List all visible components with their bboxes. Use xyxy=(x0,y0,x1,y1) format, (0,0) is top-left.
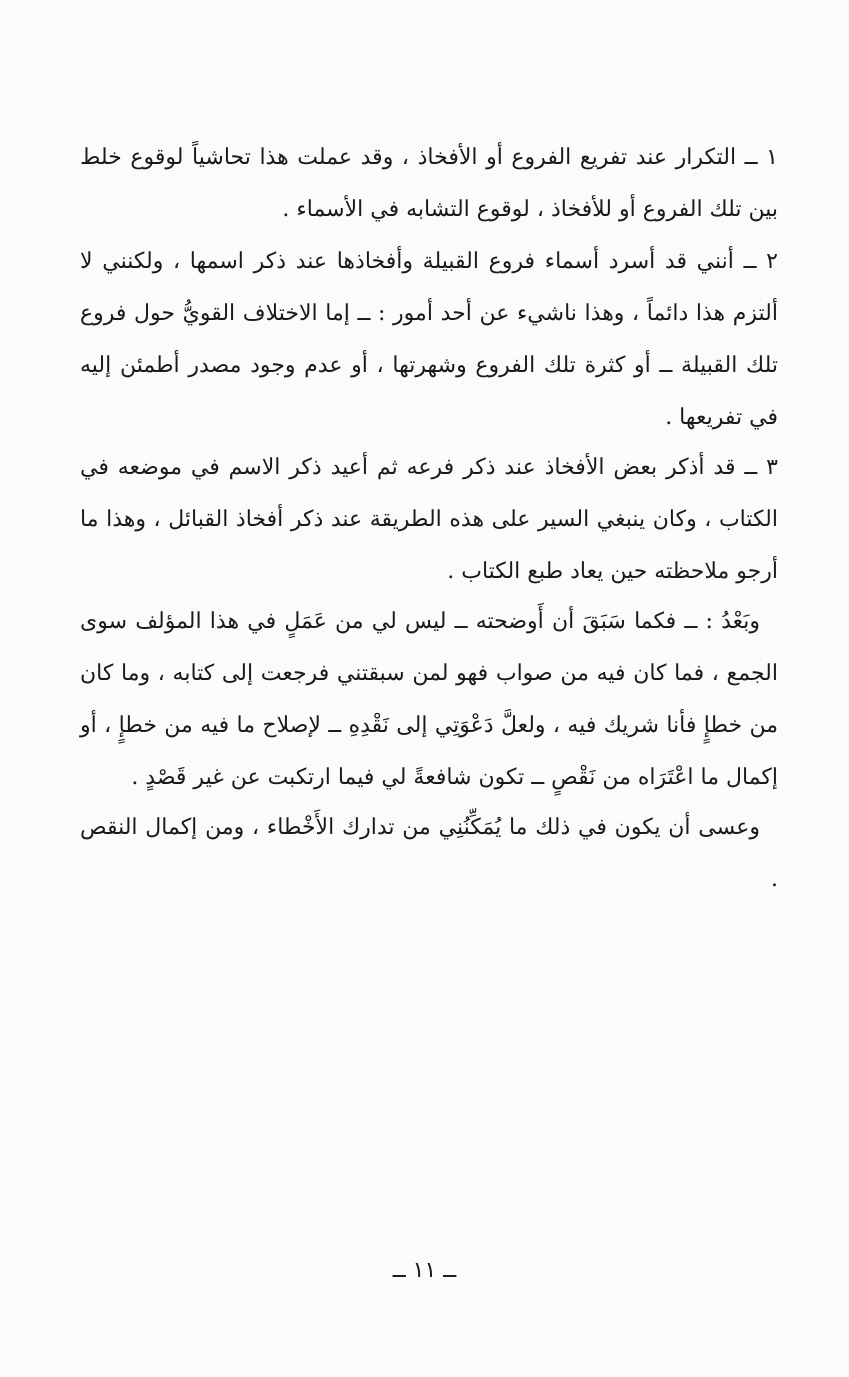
paragraph-afterword: وبَعْدُ : ــ فكما سَبَقَ أن أَوضحته ــ ليس لي من عَمَلٍ في هذا المؤلف سوى الجمع ، فما كان فيه من صواب فهو لمن سبقتني فرجعت إلى كتابه ، وما كان من خطإٍ فأنا شريك فيه ، ولعلَّ دَعْوَتِي إلى نَقْدِهِ ــ لإصلاح ما فيه من خطإٍ ، أو إكمال ما اعْتَرَاه من نَقْصٍ ــ تكون شافعةً لي فيما ارتكبت عن غير قَصْدٍ . xyxy=(80,609,778,790)
paragraph-point-3: ٣ ــ قد أذكر بعض الأفخاذ عند ذكر فرعه ثم أعيد ذكر الاسم في موضعه في الكتاب ، وكان ينبغي السير على هذه الطريقة عند ذكر أفخاذ القبائل ، وهذا ما أرجو ملاحظته حين يعاد طبع الكتاب . xyxy=(80,455,778,584)
paragraph-point-2: ٢ ــ أنني قد أسرد أسماء فروع القبيلة وأفخاذها عند ذكر اسمها ، ولكنني لا ألتزم هذا دائماً ، وهذا ناشيء عن أحد أمور : ــ إما الاختلاف القويُّ حول فروع تلك القبيلة ــ أو كثرة تلك الفروع وشهرتها ، أو عدم وجود مصدر أطمئن إليه في تفريعها . xyxy=(80,249,778,430)
paragraph-point-1: ١ ــ التكرار عند تفريع الفروع أو الأفخاذ ، وقد عملت هذا تحاشياً لوقوع خلط بين تلك الفروع أو للأفخاذ ، لوقوع التشابه في الأسماء . xyxy=(80,145,778,222)
page-number: ــ ١١ ــ xyxy=(392,1258,457,1283)
paragraph-closing: وعسى أن يكون في ذلك ما يُمَكِّنُنِي من تدارك الأَخْطاء ، ومن إكمال النقص . xyxy=(80,815,778,892)
